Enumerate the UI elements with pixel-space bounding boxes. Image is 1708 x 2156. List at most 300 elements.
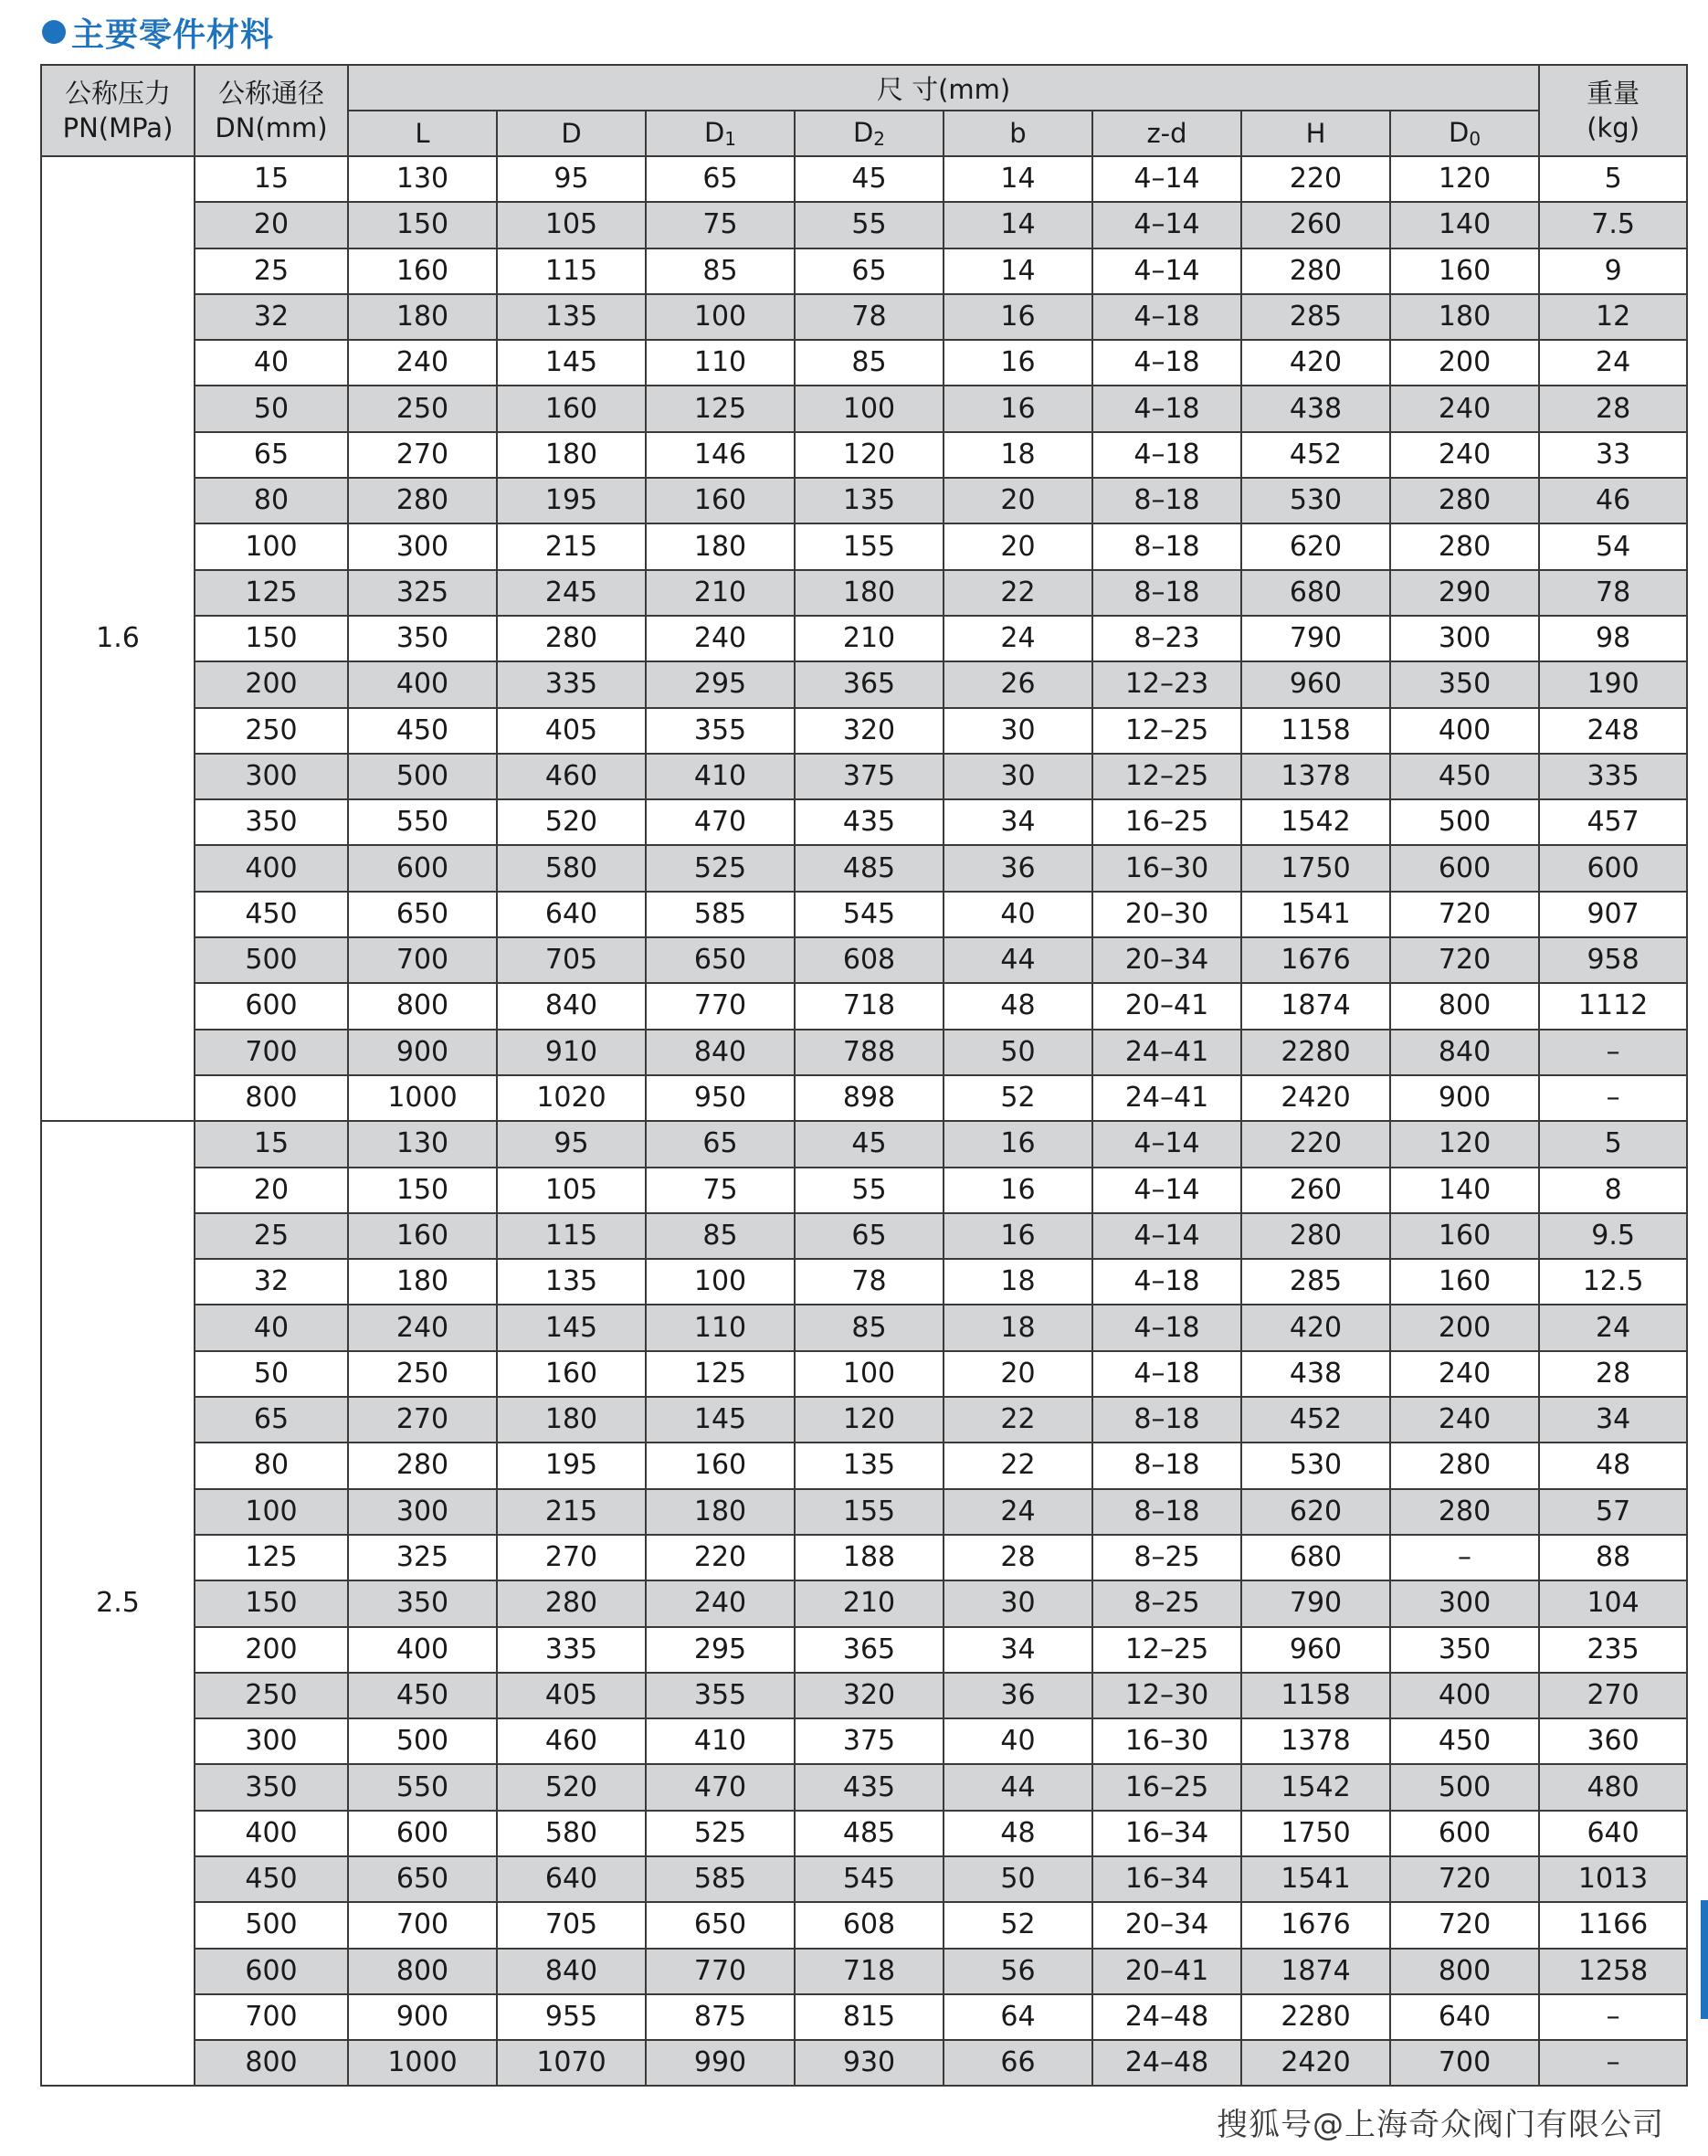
table-cell: 146 bbox=[646, 432, 795, 478]
table-cell: 900 bbox=[1390, 1075, 1539, 1121]
table-cell: 240 bbox=[348, 1305, 497, 1350]
table-cell: 110 bbox=[646, 340, 795, 386]
table-cell: 16–25 bbox=[1092, 1764, 1241, 1810]
table-cell: 4–14 bbox=[1092, 1213, 1241, 1259]
table-cell: 235 bbox=[1539, 1627, 1687, 1673]
table-cell: 248 bbox=[1539, 708, 1687, 754]
table-cell: 36 bbox=[944, 1673, 1092, 1718]
table-cell: 1750 bbox=[1241, 1811, 1390, 1856]
table-row bbox=[41, 616, 1687, 661]
table-cell: 525 bbox=[646, 1811, 795, 1856]
table-cell: 22 bbox=[944, 1443, 1092, 1488]
table-cell: 260 bbox=[1241, 1168, 1390, 1213]
table-cell: 530 bbox=[1241, 478, 1390, 523]
header-col-label: D bbox=[852, 117, 874, 148]
table-cell: 680 bbox=[1241, 1535, 1390, 1580]
table-cell: 365 bbox=[795, 661, 944, 707]
table-cell: 65 bbox=[795, 1213, 944, 1259]
table-cell: – bbox=[1539, 1075, 1687, 1121]
table-cell: 280 bbox=[1390, 1489, 1539, 1535]
table-cell: 95 bbox=[497, 156, 646, 202]
table-cell: 375 bbox=[795, 1718, 944, 1764]
table-cell: 8–23 bbox=[1092, 616, 1241, 661]
table-cell: 460 bbox=[497, 1718, 646, 1764]
table-cell: 650 bbox=[348, 892, 497, 937]
table-cell: 240 bbox=[1390, 432, 1539, 478]
table-cell: 4–14 bbox=[1092, 248, 1241, 294]
table-cell: 160 bbox=[646, 1443, 795, 1488]
table-row bbox=[41, 1994, 1687, 2040]
pn-group-cell: 2.5 bbox=[41, 1121, 195, 2086]
table-cell: 400 bbox=[195, 1811, 348, 1856]
header-dn bbox=[195, 65, 348, 156]
table-cell: 80 bbox=[195, 478, 348, 523]
table-cell: 16 bbox=[944, 386, 1092, 431]
table-row bbox=[41, 1443, 1687, 1488]
table-cell: 100 bbox=[795, 1351, 944, 1397]
table-cell: 26 bbox=[944, 661, 1092, 707]
table-cell: 160 bbox=[646, 478, 795, 523]
table-cell: 215 bbox=[497, 523, 646, 569]
table-cell: 8–18 bbox=[1092, 523, 1241, 569]
table-row bbox=[41, 340, 1687, 386]
table-cell: 350 bbox=[195, 1764, 348, 1810]
table-cell: 280 bbox=[1241, 1213, 1390, 1259]
table-cell: 335 bbox=[1539, 754, 1687, 799]
table-cell: 85 bbox=[646, 1213, 795, 1259]
table-cell: 115 bbox=[497, 248, 646, 294]
edge-tab-marker bbox=[1701, 1900, 1708, 2019]
table-cell: 24 bbox=[1539, 1305, 1687, 1350]
table-cell: 16–25 bbox=[1092, 799, 1241, 845]
table-cell: 800 bbox=[348, 983, 497, 1029]
table-cell: 800 bbox=[348, 1949, 497, 1994]
table-cell: 285 bbox=[1241, 294, 1390, 340]
table-cell: 420 bbox=[1241, 340, 1390, 386]
table-cell: 800 bbox=[1390, 1949, 1539, 1994]
table-cell: 640 bbox=[497, 1856, 646, 1902]
table-cell: 44 bbox=[944, 1764, 1092, 1810]
table-cell: 840 bbox=[497, 983, 646, 1029]
table-cell: 720 bbox=[1390, 1902, 1539, 1948]
table-row bbox=[41, 1075, 1687, 1121]
table-cell: 8–18 bbox=[1092, 1443, 1241, 1488]
table-cell: 24 bbox=[1539, 340, 1687, 386]
header-col-label: H bbox=[1305, 118, 1326, 149]
table-cell: 1676 bbox=[1241, 1902, 1390, 1948]
table-cell: 550 bbox=[348, 1764, 497, 1810]
table-cell: 8 bbox=[1539, 1168, 1687, 1213]
table-cell: 1112 bbox=[1539, 983, 1687, 1029]
table-cell: 2420 bbox=[1241, 2040, 1390, 2086]
table-cell: 585 bbox=[646, 1856, 795, 1902]
table-cell: 300 bbox=[348, 1489, 497, 1535]
header-col-label: D bbox=[703, 117, 725, 148]
table-cell: – bbox=[1539, 2040, 1687, 2086]
dimension-spec-table bbox=[40, 64, 1688, 2087]
table-cell: 160 bbox=[348, 248, 497, 294]
table-cell: 438 bbox=[1241, 386, 1390, 431]
table-row bbox=[41, 202, 1687, 248]
table-cell: – bbox=[1390, 1535, 1539, 1580]
table-cell: 325 bbox=[348, 1535, 497, 1580]
table-cell: 950 bbox=[646, 1075, 795, 1121]
table-cell: 240 bbox=[646, 616, 795, 661]
table-cell: 530 bbox=[1241, 1443, 1390, 1488]
table-cell: 790 bbox=[1241, 616, 1390, 661]
table-cell: 270 bbox=[348, 1397, 497, 1443]
table-cell: 30 bbox=[944, 754, 1092, 799]
table-cell: 300 bbox=[195, 754, 348, 799]
header-col-5 bbox=[1092, 111, 1241, 156]
table-cell: 700 bbox=[195, 1994, 348, 2040]
table-row bbox=[41, 799, 1687, 845]
table-cell: 195 bbox=[497, 1443, 646, 1488]
table-cell: 907 bbox=[1539, 892, 1687, 937]
table-row bbox=[41, 1030, 1687, 1075]
table-cell: 955 bbox=[497, 1994, 646, 2040]
table-cell: 435 bbox=[795, 799, 944, 845]
table-cell: 16 bbox=[944, 1168, 1092, 1213]
table-cell: 14 bbox=[944, 248, 1092, 294]
header-dn-line2: DN(mm) bbox=[215, 112, 328, 143]
table-cell: 55 bbox=[795, 202, 944, 248]
table-cell: 15 bbox=[195, 1121, 348, 1167]
table-cell: 405 bbox=[497, 708, 646, 754]
table-cell: 585 bbox=[646, 892, 795, 937]
table-cell: 140 bbox=[1390, 202, 1539, 248]
table-cell: 24–48 bbox=[1092, 1994, 1241, 2040]
table-cell: 220 bbox=[1241, 156, 1390, 202]
table-cell: 420 bbox=[1241, 1305, 1390, 1350]
table-cell: 450 bbox=[348, 1673, 497, 1718]
table-cell: 580 bbox=[497, 845, 646, 891]
table-cell: 700 bbox=[1390, 2040, 1539, 2086]
table-row bbox=[41, 1673, 1687, 1718]
table-cell: 520 bbox=[497, 799, 646, 845]
table-cell: 180 bbox=[348, 294, 497, 340]
table-cell: 335 bbox=[497, 1627, 646, 1673]
table-cell: 5 bbox=[1539, 1121, 1687, 1167]
table-cell: 770 bbox=[646, 1949, 795, 1994]
table-cell: 410 bbox=[646, 1718, 795, 1764]
table-cell: 280 bbox=[1241, 248, 1390, 294]
table-cell: 145 bbox=[497, 340, 646, 386]
table-cell: 500 bbox=[195, 937, 348, 983]
table-cell: 28 bbox=[944, 1535, 1092, 1580]
table-cell: 25 bbox=[195, 248, 348, 294]
table-cell: 220 bbox=[1241, 1121, 1390, 1167]
table-cell: 295 bbox=[646, 1627, 795, 1673]
table-cell: 20–34 bbox=[1092, 937, 1241, 983]
table-cell: 4–14 bbox=[1092, 1168, 1241, 1213]
table-cell: 958 bbox=[1539, 937, 1687, 983]
table-cell: 375 bbox=[795, 754, 944, 799]
table-cell: 150 bbox=[348, 1168, 497, 1213]
table-cell: 8–18 bbox=[1092, 478, 1241, 523]
table-cell: 800 bbox=[195, 2040, 348, 2086]
table-cell: 14 bbox=[944, 202, 1092, 248]
table-cell: 150 bbox=[195, 1580, 348, 1626]
header-pn-line2: PN(MPa) bbox=[62, 112, 174, 143]
table-cell: 135 bbox=[497, 294, 646, 340]
table-cell: 700 bbox=[195, 1030, 348, 1075]
table-cell: 705 bbox=[497, 1902, 646, 1948]
table-cell: 75 bbox=[646, 1168, 795, 1213]
header-col-7 bbox=[1390, 111, 1539, 156]
table-cell: 8–25 bbox=[1092, 1535, 1241, 1580]
table-row bbox=[41, 1856, 1687, 1902]
table-cell: 1166 bbox=[1539, 1902, 1687, 1948]
table-cell: 180 bbox=[348, 1259, 497, 1305]
table-cell: 460 bbox=[497, 754, 646, 799]
table-cell: 12.5 bbox=[1539, 1259, 1687, 1305]
table-cell: 16–34 bbox=[1092, 1856, 1241, 1902]
table-cell: 100 bbox=[646, 294, 795, 340]
table-cell: 295 bbox=[646, 661, 795, 707]
table-cell: 700 bbox=[348, 937, 497, 983]
pn-group-cell: 1.6 bbox=[41, 156, 195, 1121]
table-cell: 350 bbox=[1390, 1627, 1539, 1673]
table-cell: 78 bbox=[795, 1259, 944, 1305]
table-row bbox=[41, 1580, 1687, 1626]
table-cell: 57 bbox=[1539, 1489, 1687, 1535]
table-cell: 50 bbox=[944, 1856, 1092, 1902]
table-cell: 240 bbox=[1390, 1397, 1539, 1443]
table-cell: 650 bbox=[646, 1902, 795, 1948]
table-cell: 80 bbox=[195, 1443, 348, 1488]
table-cell: 33 bbox=[1539, 432, 1687, 478]
table-cell: 280 bbox=[1390, 1443, 1539, 1488]
table-cell: 260 bbox=[1241, 202, 1390, 248]
section-title bbox=[42, 9, 274, 55]
table-cell: 640 bbox=[1390, 1994, 1539, 2040]
table-cell: 22 bbox=[944, 1397, 1092, 1443]
table-cell: 120 bbox=[1390, 1121, 1539, 1167]
table-cell: 280 bbox=[348, 1443, 497, 1488]
table-cell: 130 bbox=[348, 156, 497, 202]
table-cell: 54 bbox=[1539, 523, 1687, 569]
table-cell: 28 bbox=[1539, 386, 1687, 431]
table-cell: 85 bbox=[646, 248, 795, 294]
table-cell: 50 bbox=[195, 386, 348, 431]
table-cell: 815 bbox=[795, 1994, 944, 2040]
table-cell: 650 bbox=[646, 937, 795, 983]
section-title-text: 主要零件材料 bbox=[71, 16, 275, 54]
table-cell: 16 bbox=[944, 294, 1092, 340]
table-cell: 160 bbox=[497, 386, 646, 431]
table-cell: 990 bbox=[646, 2040, 795, 2086]
table-cell: 65 bbox=[195, 432, 348, 478]
table-cell: 16–30 bbox=[1092, 845, 1241, 891]
table-cell: 20 bbox=[944, 523, 1092, 569]
table-cell: 600 bbox=[348, 1811, 497, 1856]
table-cell: 4–18 bbox=[1092, 1351, 1241, 1397]
table-cell: 105 bbox=[497, 1168, 646, 1213]
header-col-subscript: 1 bbox=[724, 128, 737, 150]
table-cell: 720 bbox=[1390, 892, 1539, 937]
table-cell: 438 bbox=[1241, 1351, 1390, 1397]
table-cell: 36 bbox=[944, 845, 1092, 891]
table-cell: 8–18 bbox=[1092, 570, 1241, 616]
table-cell: 65 bbox=[195, 1397, 348, 1443]
table-cell: 52 bbox=[944, 1075, 1092, 1121]
table-cell: 65 bbox=[795, 248, 944, 294]
table-body bbox=[41, 156, 1687, 2086]
table-row bbox=[41, 1535, 1687, 1580]
table-cell: 16 bbox=[944, 1213, 1092, 1259]
table-cell: 180 bbox=[497, 1397, 646, 1443]
table-cell: 34 bbox=[944, 799, 1092, 845]
table-row bbox=[41, 478, 1687, 523]
header-col-label: z-d bbox=[1146, 118, 1187, 149]
table-cell: 135 bbox=[795, 1443, 944, 1488]
table-cell: 320 bbox=[795, 708, 944, 754]
table-cell: 125 bbox=[646, 1351, 795, 1397]
table-cell: 125 bbox=[195, 1535, 348, 1580]
table-cell: 290 bbox=[1390, 570, 1539, 616]
table-cell: 485 bbox=[795, 845, 944, 891]
table-cell: 98 bbox=[1539, 616, 1687, 661]
header-col-6 bbox=[1241, 111, 1390, 156]
table-cell: 78 bbox=[795, 294, 944, 340]
table-cell: 500 bbox=[1390, 799, 1539, 845]
table-cell: 65 bbox=[646, 156, 795, 202]
table-cell: 450 bbox=[195, 892, 348, 937]
table-cell: 480 bbox=[1539, 1764, 1687, 1810]
header-col-label: D bbox=[1449, 117, 1470, 148]
table-cell: 485 bbox=[795, 1811, 944, 1856]
table-cell: 650 bbox=[348, 1856, 497, 1902]
header-weight bbox=[1539, 65, 1687, 156]
table-cell: 452 bbox=[1241, 1397, 1390, 1443]
table-row bbox=[41, 1902, 1687, 1948]
table-cell: 640 bbox=[1539, 1811, 1687, 1856]
table-cell: 104 bbox=[1539, 1580, 1687, 1626]
table-cell: 320 bbox=[795, 1673, 944, 1718]
table-cell: 9 bbox=[1539, 248, 1687, 294]
table-cell: 22 bbox=[944, 570, 1092, 616]
table-cell: 1378 bbox=[1241, 754, 1390, 799]
table-cell: 95 bbox=[497, 1121, 646, 1167]
table-cell: 85 bbox=[795, 1305, 944, 1350]
table-cell: 88 bbox=[1539, 1535, 1687, 1580]
header-col-subscript: 0 bbox=[1469, 128, 1481, 150]
table-cell: 100 bbox=[195, 1489, 348, 1535]
table-cell: 5 bbox=[1539, 156, 1687, 202]
table-cell: 355 bbox=[646, 708, 795, 754]
header-col-label: D bbox=[561, 118, 582, 149]
table-cell: 720 bbox=[1390, 937, 1539, 983]
table-cell: 4–14 bbox=[1092, 1121, 1241, 1167]
table-cell: 4–18 bbox=[1092, 432, 1241, 478]
table-cell: 325 bbox=[348, 570, 497, 616]
table-row bbox=[41, 1397, 1687, 1443]
table-cell: 18 bbox=[944, 1259, 1092, 1305]
table-cell: 9.5 bbox=[1539, 1213, 1687, 1259]
table-cell: 600 bbox=[1539, 845, 1687, 891]
table-row bbox=[41, 1811, 1687, 1856]
table-cell: 400 bbox=[1390, 708, 1539, 754]
table-row bbox=[41, 570, 1687, 616]
table-cell: 245 bbox=[497, 570, 646, 616]
table-cell: 130 bbox=[348, 1121, 497, 1167]
table-cell: 65 bbox=[646, 1121, 795, 1167]
table-cell: 160 bbox=[1390, 1213, 1539, 1259]
table-cell: 48 bbox=[1539, 1443, 1687, 1488]
table-cell: 608 bbox=[795, 937, 944, 983]
table-cell: 300 bbox=[1390, 616, 1539, 661]
table-cell: 40 bbox=[944, 892, 1092, 937]
table-row bbox=[41, 1351, 1687, 1397]
table-cell: 210 bbox=[795, 1580, 944, 1626]
table-cell: 16–30 bbox=[1092, 1718, 1241, 1764]
table-cell: 16 bbox=[944, 1121, 1092, 1167]
table-cell: 46 bbox=[1539, 478, 1687, 523]
table-cell: 125 bbox=[646, 386, 795, 431]
table-cell: 66 bbox=[944, 2040, 1092, 2086]
table-cell: 240 bbox=[1390, 1351, 1539, 1397]
table-cell: 52 bbox=[944, 1902, 1092, 1948]
table-cell: 50 bbox=[944, 1030, 1092, 1075]
table-cell: 280 bbox=[497, 1580, 646, 1626]
table-cell: 28 bbox=[1539, 1351, 1687, 1397]
table-cell: 300 bbox=[1390, 1580, 1539, 1626]
table-cell: 24 bbox=[944, 1489, 1092, 1535]
table-cell: 40 bbox=[195, 340, 348, 386]
table-cell: 1874 bbox=[1241, 983, 1390, 1029]
table-row bbox=[41, 708, 1687, 754]
table-cell: 2280 bbox=[1241, 1030, 1390, 1075]
table-cell: 720 bbox=[1390, 1856, 1539, 1902]
table-cell: 24–41 bbox=[1092, 1030, 1241, 1075]
table-cell: 20 bbox=[195, 202, 348, 248]
table-row bbox=[41, 1949, 1687, 1994]
table-cell: 1874 bbox=[1241, 1949, 1390, 1994]
table-cell: 56 bbox=[944, 1949, 1092, 1994]
table-cell: 20 bbox=[944, 1351, 1092, 1397]
table-cell: 200 bbox=[195, 661, 348, 707]
table-cell: 78 bbox=[1539, 570, 1687, 616]
table-cell: 770 bbox=[646, 983, 795, 1029]
table-cell: 350 bbox=[1390, 661, 1539, 707]
header-dimensions: 尺 寸(mm) bbox=[348, 65, 1539, 111]
table-cell: 145 bbox=[646, 1397, 795, 1443]
table-cell: 360 bbox=[1539, 1718, 1687, 1764]
table-cell: 100 bbox=[646, 1259, 795, 1305]
table-cell: 840 bbox=[1390, 1030, 1539, 1075]
table-cell: 155 bbox=[795, 1489, 944, 1535]
table-cell: 115 bbox=[497, 1213, 646, 1259]
table-cell: – bbox=[1539, 1994, 1687, 2040]
table-cell: 365 bbox=[795, 1627, 944, 1673]
table-cell: 840 bbox=[497, 1949, 646, 1994]
table-cell: 200 bbox=[1390, 1305, 1539, 1350]
table-cell: 1258 bbox=[1539, 1949, 1687, 1994]
table-cell: 50 bbox=[195, 1351, 348, 1397]
table-cell: 180 bbox=[497, 432, 646, 478]
table-cell: 48 bbox=[944, 983, 1092, 1029]
table-cell: 1542 bbox=[1241, 1764, 1390, 1810]
table-cell: 620 bbox=[1241, 523, 1390, 569]
table-row bbox=[41, 845, 1687, 891]
table-cell: 620 bbox=[1241, 1489, 1390, 1535]
table-cell: 12 bbox=[1539, 294, 1687, 340]
table-row bbox=[41, 983, 1687, 1029]
table-cell: 4–18 bbox=[1092, 1259, 1241, 1305]
table-row bbox=[41, 892, 1687, 937]
table-cell: 150 bbox=[348, 202, 497, 248]
